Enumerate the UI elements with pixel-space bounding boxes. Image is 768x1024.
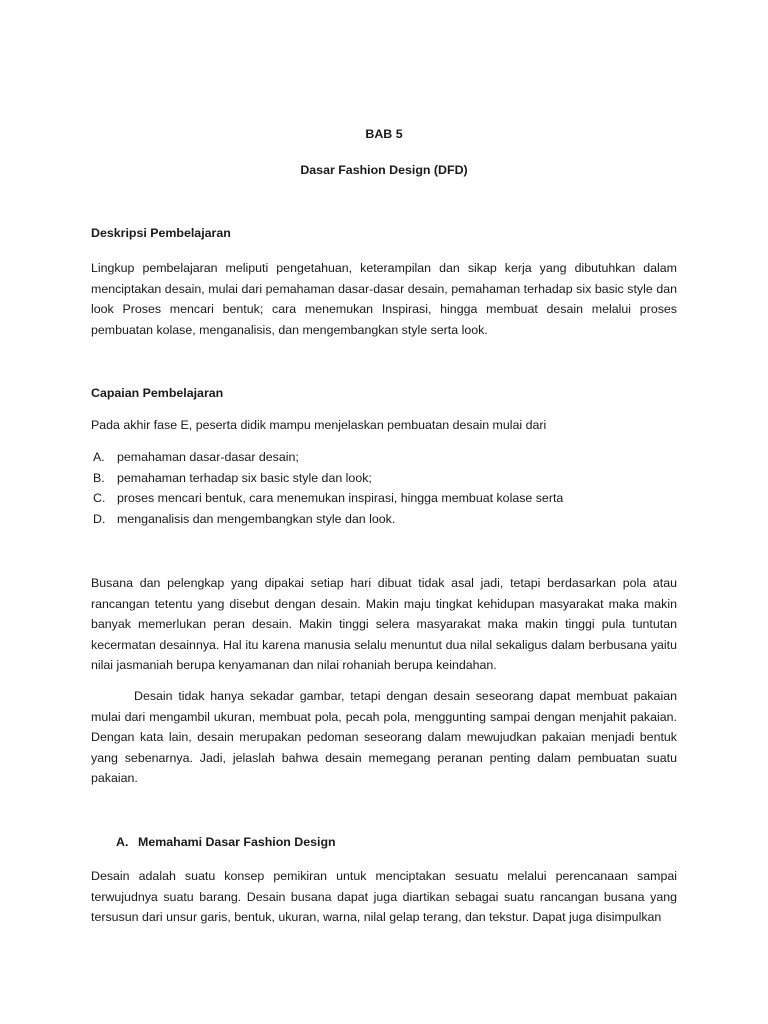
list-marker: C.	[93, 491, 106, 505]
body-paragraph-1: Busana dan pelengkap yang dipakai setiap hari dibuat tidak asal jadi, tetapi berdasarkan pola atau rancangan tetentu yang disebut dengan desain. Makin maju tingkat kehidupan masyarakat maka makin banyak memerlukan peran desain. Makin tinggi selera masyarakat maka makin tinggi pula tuntutan kecermatan desainnya. Hal itu karena manusia selalu menuntut dua nilal sekaligus dalam berbusana yaitu nilai jasmaniah berupa kenyamanan dan nilai rohaniah berupa keindahan.	[91, 576, 677, 672]
deskripsi-paragraph: Lingkup pembelajaran meliputi pengetahuan, keterampilan dan sikap kerja yang dibutuhkan dalam menciptakan desain, mulai dari pemahaman dasar-dasar desain, pemahaman terhadap six basic style dan look Proses mencari bentuk; cara menemukan Inspirasi, hingga membuat desain melalui proses pembuatan kolase, menganalisis, dan mengembangkan style serta look.	[91, 261, 677, 337]
capaian-intro: Pada akhir fase E, peserta didik mampu menjelaskan pembuatan desain mulai dari	[91, 418, 547, 432]
list-item-text: proses mencari bentuk, cara menemukan inspirasi, hingga membuat kolase serta	[117, 491, 564, 505]
capaian-heading: Capaian Pembelajaran	[91, 386, 224, 400]
section-a-paragraph: Desain adalah suatu konsep pemikiran untuk menciptakan sesuatu melalui perencanaan sampai terwujudnya suatu barang. Desain busana dapat juga diartikan sebagai suatu rancangan busana yang tersusun dari unsur garis, bentuk, ukuran, warna, nilal gelap terang, dan tekstur. Dapat juga disimpulkan	[91, 869, 677, 924]
list-marker: A.	[93, 450, 105, 464]
chapter-title: Dasar Fashion Design (DFD)	[300, 163, 468, 177]
list-item	[91, 488, 691, 509]
list-item	[91, 468, 691, 489]
section-a-heading	[116, 832, 336, 852]
list-marker: B.	[93, 470, 105, 485]
list-item	[91, 509, 691, 530]
list-item	[91, 447, 691, 468]
section-a-marker: A.	[116, 835, 129, 849]
section-a-title: Memahami Dasar Fashion Design	[138, 835, 336, 849]
list-marker: D.	[93, 511, 106, 526]
deskripsi-heading: Deskripsi Pembelajaran	[91, 226, 231, 240]
body-paragraph-2: Desain tidak hanya sekadar gambar, tetapi dengan desain seseorang dapat membuat pakaian mulai dari mengambil ukuran, membuat pola, pecah pola, menggunting sampai dengan menjahit pakaian. Dengan kata lain, desain merupakan pedoman seseorang dalam mewujudkan pakaian menjadi bentuk yang sebenarnya. Jadi, jelaslah bahwa desain memegang peranan penting dalam pembuatan suatu pakaian.	[91, 689, 677, 785]
list-item-text: pemahaman terhadap six basic style dan look;	[117, 470, 372, 485]
list-item-text: menganalisis dan mengembangkan style dan look.	[117, 511, 396, 526]
list-item-text: pemahaman dasar-dasar desain;	[117, 450, 299, 464]
chapter-number: BAB 5	[365, 127, 403, 141]
capaian-list	[91, 447, 691, 529]
